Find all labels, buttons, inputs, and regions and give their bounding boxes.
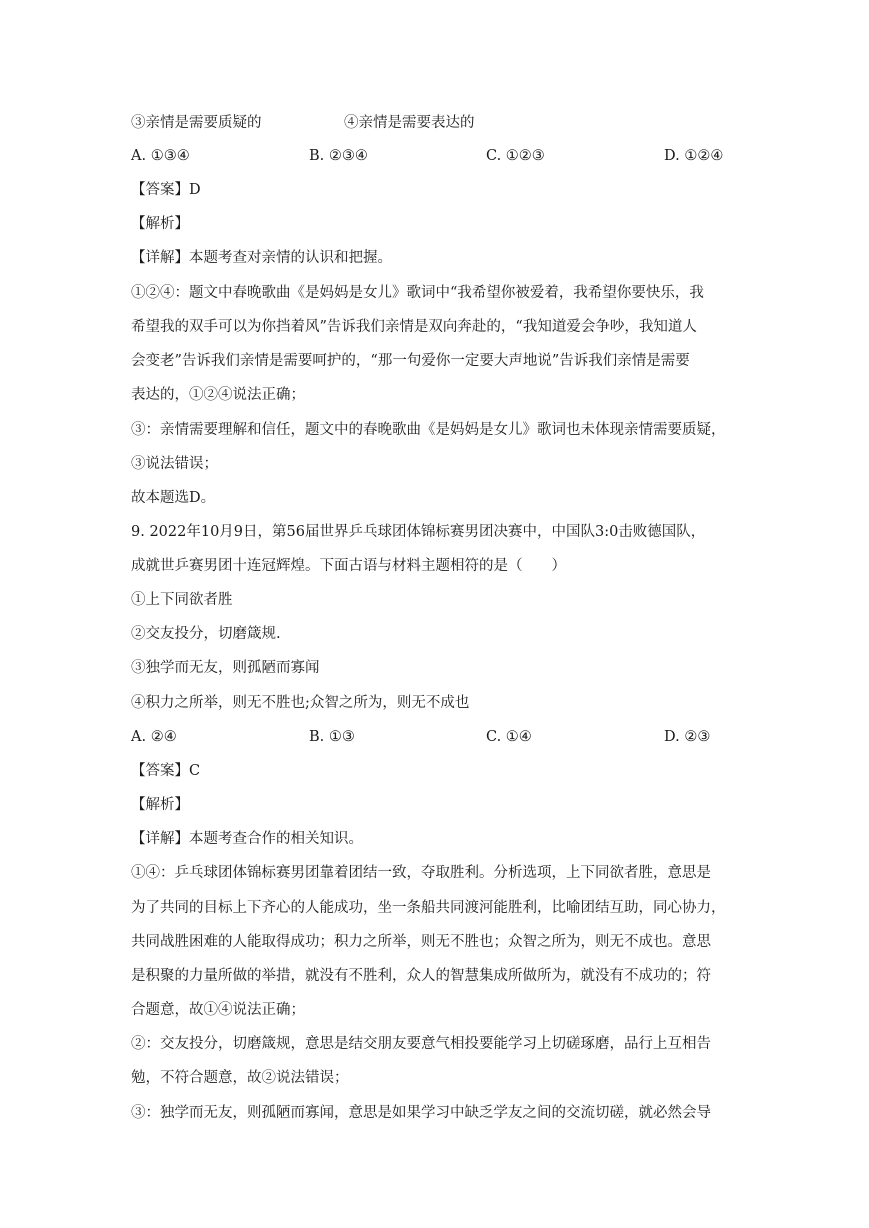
q8-para2-line2: ③说法错误； (131, 456, 218, 472)
q8-choice-d: D. ①②④ (664, 148, 724, 164)
q9-para2-line2: 勉，不符合题意，故②说法错误； (131, 1070, 349, 1086)
q9-item-3: ③独学而无友，则孤陋而寡闻 (131, 660, 320, 676)
q8-para1-line4: 表达的，①②④说法正确； (131, 387, 305, 403)
q8-analysis-label: 【解析】 (131, 216, 189, 232)
q8-para1-line1: ①②④：题文中春晚歌曲《是妈妈是女儿》歌词中“我希望你被爱着，我希望你要快乐，我 (131, 285, 704, 301)
q9-para2-line1: ②：交友投分，切磨箴规，意思是结交朋友要意气相投要能学习上切磋琢磨，品行上互相告 (131, 1036, 711, 1052)
q9-detail: 【详解】本题考查合作的相关知识。 (131, 831, 363, 847)
q8-para2-line1: ③：亲情需要理解和信任，题文中的春晚歌曲《是妈妈是女儿》歌词也未体现亲情需要质疑， (131, 422, 726, 438)
q9-stem-line1: 9. 2022年10月9日，第56届世界乒乓球团体锦标赛男团决赛中，中国队3:0击败德国队， (131, 524, 706, 540)
q9-item-1: ①上下同欲者胜 (131, 592, 233, 608)
q9-para1-line4: 是积聚的力量所做的举措，就没有不胜利，众人的智慧集成所做所为，就没有不成功的；符 (131, 968, 711, 984)
q9-item-2: ②交友投分，切磨箴规. (131, 626, 281, 642)
q8-para1-line3: 会变老”告诉我们亲情是需要呵护的，“那一句爱你一定要大声地说”告诉我们亲情是需要 (131, 353, 690, 369)
q8-answer: 【答案】D (131, 182, 201, 198)
q8-conclusion: 故本题选D。 (131, 490, 216, 506)
q9-stem-line2: 成就世乒赛男团十连冠辉煌。下面古语与材料主题相符的是（ ） (131, 558, 566, 574)
q8-choice-a: A. ①③④ (131, 148, 190, 164)
q9-para1-line1: ①④：乒乓球团体锦标赛男团靠着团结一致，夺取胜利。分析选项，上下同欲者胜，意思是 (131, 865, 711, 881)
q9-item-4: ④积力之所举，则无不胜也;众智之所为，则无不成也 (131, 695, 470, 711)
q9-para1-line5: 合题意，故①④说法正确； (131, 1002, 305, 1018)
q9-choice-b: B. ①③ (309, 729, 355, 745)
q9-choice-a: A. ②④ (131, 729, 177, 745)
q9-para3-line1: ③：独学而无友，则孤陋而寡闻，意思是如果学习中缺乏学友之间的交流切磋，就必然会导 (131, 1105, 711, 1121)
q9-para1-line3: 共同战胜困难的人能取得成功；积力之所举，则无不胜也；众智之所为，则无不成也。意思 (131, 934, 711, 950)
q8-choice-b: B. ②③④ (309, 148, 368, 164)
q8-option-4: ④亲情是需要表达的 (344, 115, 475, 131)
q8-option-3: ③亲情是需要质疑的 (131, 115, 262, 131)
q9-para1-line2: 为了共同的目标上下齐心的人能成功，坐一条船共同渡河能胜利，比喻团结互助，同心协力， (131, 900, 726, 916)
q9-analysis-label: 【解析】 (131, 797, 189, 813)
q9-choice-c: C. ①④ (486, 729, 532, 745)
q9-choice-d: D. ②③ (664, 729, 711, 745)
q9-answer: 【答案】C (131, 763, 201, 779)
q8-choice-c: C. ①②③ (486, 148, 545, 164)
q8-detail: 【详解】本题考查对亲情的认识和把握。 (131, 250, 392, 266)
q8-para1-line2: 希望我的双手可以为你挡着风”告诉我们亲情是双向奔赴的，“我知道爱会争吵，我知道人 (131, 319, 697, 335)
